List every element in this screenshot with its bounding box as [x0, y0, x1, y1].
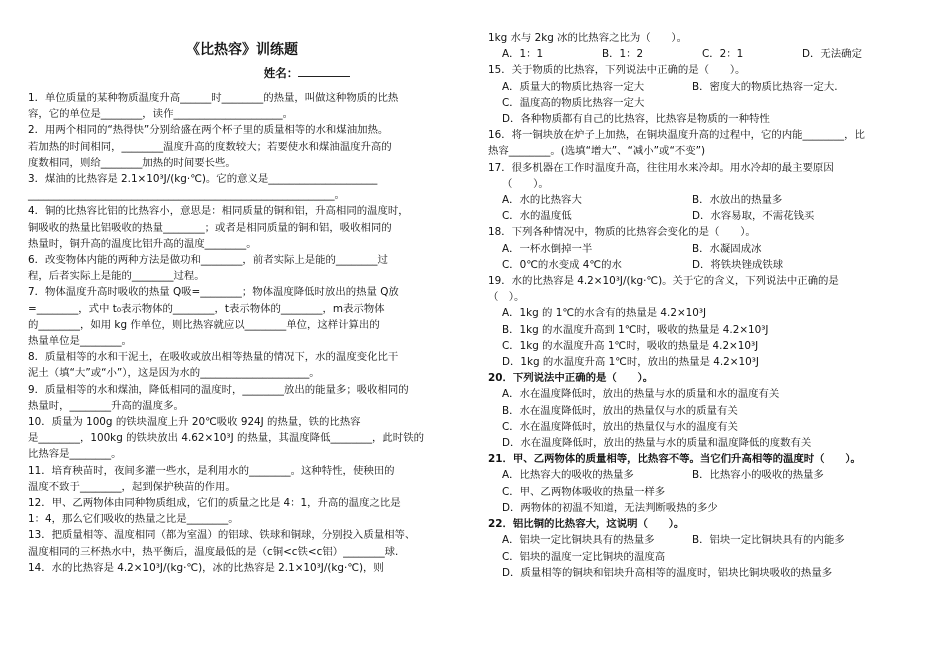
option[interactable]: A．铝块一定比铜块具有的热量多: [502, 534, 655, 547]
question-line: 铜吸收的热量比铝吸收的热量________；或者是相同质量的铜和铝，吸收相同的: [28, 221, 392, 234]
name-label: 姓名：: [263, 66, 299, 80]
option[interactable]: A．1kg 的 1℃的水含有的热量是 4.2×10³J: [502, 307, 707, 320]
option[interactable]: B．水凝固成冰: [692, 242, 762, 255]
option[interactable]: D．1kg 的水温度升高 1℃时，放出的热量是 4.2×10³J: [502, 356, 759, 369]
question-line: 度数相同，则给________加热的时间要长些。: [28, 156, 236, 169]
option[interactable]: C．0℃的水变成 4℃的水: [502, 258, 622, 271]
option[interactable]: C．温度高的物质比热容一定大: [502, 96, 645, 109]
option[interactable]: A．一杯水倒掉一半: [502, 242, 593, 255]
option[interactable]: A．比热容大的吸收的热量多: [502, 469, 634, 482]
q18-options-row: [488, 257, 912, 273]
question-line: 温度不致于________，起到保护秧苗的作用。: [28, 480, 236, 493]
option[interactable]: C．2：1: [702, 48, 744, 61]
question-line: 1．单位质量的某种物质温度升高______时________的热量，叫做这种物质的比热: [28, 92, 399, 104]
name-line: [28, 64, 456, 90]
q14-continuation: 1kg 水与 2kg 冰的比热容之比为（ ）。: [488, 32, 688, 44]
q18-stem: 18．下列各种情况中，物质的比热容会变化的是（ ）。: [488, 226, 756, 239]
option[interactable]: D．水容易取，不需花钱买: [692, 210, 815, 223]
question-line: 的________，如用 kg 作单位，则比热容就应以________单位，这样计算出的: [28, 318, 380, 331]
q19-stem: （ ）。: [488, 291, 525, 304]
q17-options-row: [488, 208, 912, 224]
question-line: 是________，100kg 的铁块放出 4.62×10³J 的热量，其温度降低________，此时铁的: [28, 432, 424, 445]
option[interactable]: D．两物体的初温不知道，无法判断吸热的多少: [502, 501, 718, 514]
question-line: 1：4，那么它们吸收的热量之比是________。: [28, 513, 239, 526]
option[interactable]: D．质量相等的铜块和铝块升高相等的温度时，铝块比铜块吸收的热量多: [502, 566, 833, 579]
option[interactable]: D．各种物质都有自己的比热容，比热容是物质的一种特性: [502, 113, 770, 126]
right-column: [488, 30, 912, 581]
question-line: 若加热的时间相同，________温度升高的度数较大；若要使水和煤油温度升高的: [28, 140, 392, 153]
left-column: [28, 0, 456, 576]
question-line: ___________________________________________________________。: [28, 189, 345, 202]
question-line: =________，式中 t₀表示物体的________，t表示物体的________，m表示物体: [28, 302, 385, 315]
option[interactable]: B．铝块一定比铜块具有的内能多: [692, 534, 845, 547]
question-line: 7．物体温度升高时吸收的热量 Q吸=________；物体温度降低时放出的热量 Q放: [28, 286, 399, 299]
name-blank[interactable]: [298, 64, 350, 77]
question-line: 14．水的比热容是 4.2×10³J/(kg·℃)，冰的比热容是 2.1×10³J/(kg·℃)，则: [28, 561, 384, 574]
option[interactable]: A．质量大的物质比热容一定大: [502, 80, 645, 93]
question-line: 3．煤油的比热容是 2.1×10³J/(kg·℃)。它的意义是_____________________: [28, 173, 378, 186]
option[interactable]: B．密度大的物质比热容一定大.: [692, 80, 838, 93]
question-line: 11．培育秧苗时，夜间多灌一些水，是利用水的________。这种特性，使秧田的: [28, 464, 395, 477]
option[interactable]: C．1kg 的水温度升高 1℃时，吸收的热量是 4.2×10³J: [502, 339, 759, 352]
q20-stem: 20．下列说法中正确的是（ ）。: [488, 372, 654, 385]
option[interactable]: C．铝块的温度一定比铜块的温度高: [502, 550, 666, 563]
q16-stem: 16．将一铜块放在炉子上加热，在铜块温度升高的过程中，它的内能________，比: [488, 129, 865, 142]
question-line: 6．改变物体内能的两种方法是做功和________，前者实际上是能的________过: [28, 254, 388, 267]
q17-stem: 17．很多机器在工作时温度升高，往往用水来冷却。用水冷却的最主要原因: [488, 161, 834, 174]
option[interactable]: B．1kg 的水温度升高到 1℃时，吸收的热量是 4.2×10³J: [502, 323, 769, 336]
page-title: 《比热容》训练题: [186, 42, 298, 58]
option[interactable]: D．水在温度降低时，放出的热量与水的质量和温度降低的度数有关: [502, 437, 812, 450]
question-line: 温度相同的三杯热水中，热平衡后，温度最低的是（c铜<c铁<c铝）________球.: [28, 545, 399, 558]
question-line: 比热容是________。: [28, 448, 122, 461]
q22-options-row: [488, 532, 912, 548]
option[interactable]: B．水放出的热量多: [692, 194, 783, 207]
question-line: 程，后者实际上是能的________过程。: [28, 270, 205, 283]
q17-stem: （ ）。: [502, 177, 549, 190]
option[interactable]: B．比热容小的吸收的热量多: [692, 469, 824, 482]
option[interactable]: D．无法确定: [802, 48, 862, 61]
option[interactable]: A．水的比热容大: [502, 194, 582, 207]
left-questions: [28, 90, 456, 576]
question-line: 13．把质量相等、温度相同（都为室温）的铝球、铁球和铜球，分别投入质量相等、: [28, 529, 416, 542]
option[interactable]: C．水的温度低: [502, 210, 572, 223]
q21-stem: 21．甲、乙两物体的质量相等，比热容不等。当它们升高相等的温度时（ ）。: [488, 453, 861, 466]
question-line: 9．质量相等的水和煤油，降低相同的温度时，________放出的能量多；吸收相同的: [28, 383, 409, 396]
option[interactable]: A．1：1: [502, 48, 544, 61]
q17-options-row: [488, 192, 912, 208]
option[interactable]: B．水在温度降低时，放出的热量仅与水的质量有关: [502, 404, 738, 417]
question-line: 12．甲、乙两物体由同种物质组成，它们的质量之比是 4：1，升高的温度之比是: [28, 497, 401, 510]
question-line: 4．铜的比热容比铝的比热容小，意思是：相同质量的铜和铝，升高相同的温度时，: [28, 205, 409, 218]
option[interactable]: C．水在温度降低时，放出的热量仅与水的温度有关: [502, 420, 738, 433]
option[interactable]: A．水在温度降低时，放出的热量与水的质量和水的温度有关: [502, 388, 780, 401]
question-line: 热量时，铜升高的温度比铝升高的温度________。: [28, 237, 257, 250]
q15-options-row: [488, 79, 912, 95]
option[interactable]: C．甲、乙两物体吸收的热量一样多: [502, 485, 666, 498]
question-line: 泥土（填“大”或“小”），这是因为水的_____________________。: [28, 367, 320, 380]
option[interactable]: D．将铁块锉成铁球: [692, 258, 784, 271]
q19-stem: 19．水的比热容是 4.2×10³J/(kg·℃)。关于它的含义，下列说法中正确的是: [488, 275, 839, 288]
q15-stem: 15．关于物质的比热容，下列说法中正确的是（ ）。: [488, 64, 746, 77]
question-line: 热量时，________升高的温度多。: [28, 399, 184, 412]
question-line: 10．质量为 100g 的铁块温度上升 20℃吸收 924J 的热量，铁的比热容: [28, 416, 361, 429]
question-line: 容，它的单位是________，读作_____________________。: [28, 108, 293, 121]
question-line: 热量单位是________。: [28, 335, 132, 348]
q18-options-row: [488, 241, 912, 257]
question-line: 8．质量相等的水和干泥土，在吸收或放出相等热量的情况下，水的温度变化比干: [28, 351, 399, 364]
question-line: 2．用两个相同的“热得快”分别给盛在两个杯子里的质量相等的水和煤油加热。: [28, 124, 389, 137]
option[interactable]: B．1：2: [602, 48, 644, 61]
q21-options-row: [488, 467, 912, 483]
q16-stem: 热容________。(选填“增大”、“减小”或“不变”): [488, 145, 706, 158]
q22-stem: 22．铝比铜的比热容大，这说明（ ）。: [488, 518, 685, 531]
q14-options: [488, 46, 912, 62]
